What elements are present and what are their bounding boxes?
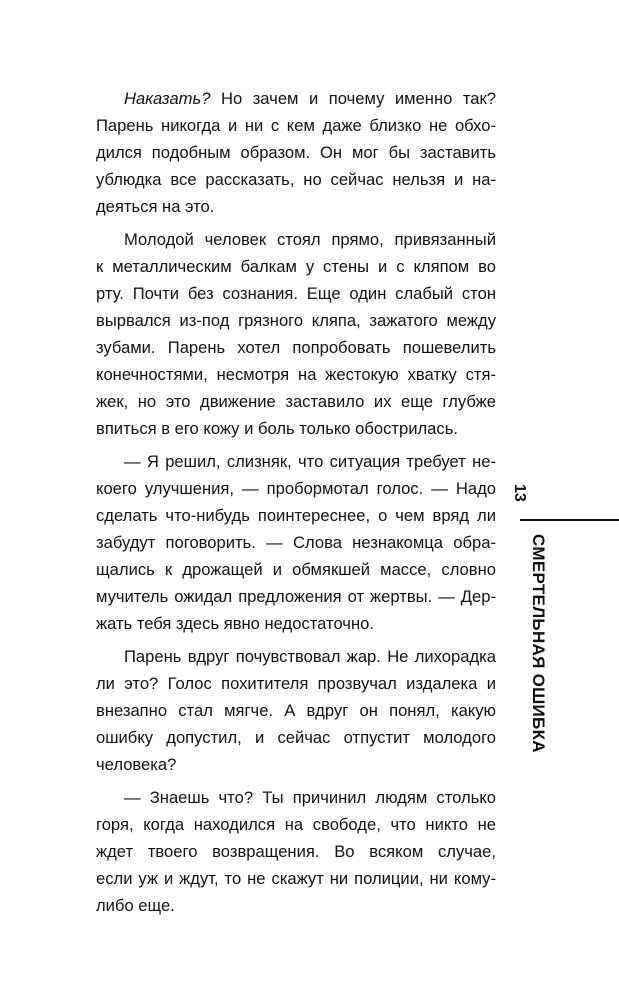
text-line bbox=[96, 388, 496, 415]
line-text: коего улучшения, — пробормотал голос. — Надо bbox=[96, 479, 496, 498]
line-text: деяться на это. bbox=[96, 197, 215, 216]
text-line bbox=[96, 139, 496, 166]
text-line bbox=[96, 751, 496, 778]
text-line bbox=[96, 556, 496, 583]
paragraph bbox=[96, 643, 496, 778]
text-line bbox=[96, 724, 496, 751]
text-line bbox=[96, 448, 496, 475]
line-text: если уж и ждут, то не скажут ни полиции, ни кому- bbox=[96, 869, 496, 888]
line-text: — Знаешь что? Ты причинил людям столько bbox=[124, 788, 496, 807]
text-line bbox=[96, 583, 496, 610]
text-line bbox=[96, 892, 496, 919]
line-text: сделать что-нибудь поинтереснее, о чем вряд ли bbox=[96, 506, 496, 525]
text-line bbox=[96, 697, 496, 724]
text-line bbox=[96, 334, 496, 361]
text-line bbox=[96, 811, 496, 838]
line-text: жать тебя здесь явно недостаточно. bbox=[96, 614, 374, 633]
text-line bbox=[96, 361, 496, 388]
line-text: впиться в его кожу и боль только обострилась. bbox=[96, 419, 458, 438]
line-text: внезапно стал мягче. А вдруг он понял, какую bbox=[96, 701, 496, 720]
text-line bbox=[96, 226, 496, 253]
line-text: ошибку допустил, и сейчас отпустит молодого bbox=[96, 728, 496, 747]
line-text: ждет твоего возвращения. Во всяком случае, bbox=[96, 842, 496, 861]
line-text: Парень никогда и ни с кем даже близко не обхо- bbox=[96, 116, 496, 135]
paragraph bbox=[96, 226, 496, 442]
line-text: рту. Почти без сознания. Еще один слабый стон bbox=[96, 284, 496, 303]
text-line bbox=[96, 475, 496, 502]
text-line bbox=[96, 610, 496, 637]
paragraph bbox=[96, 784, 496, 919]
line-text: дился подобным образом. Он мог бы заставить bbox=[96, 143, 496, 162]
text-line bbox=[96, 838, 496, 865]
line-text: забудут поговорить. — Слова незнакомца обра- bbox=[96, 533, 496, 552]
body-text bbox=[96, 85, 496, 919]
text-line bbox=[96, 784, 496, 811]
text-line bbox=[96, 643, 496, 670]
line-text: ли это? Голос похитителя прозвучал издалека и bbox=[96, 674, 496, 693]
line-text: Парень вдруг почувствовал жар. Не лихорадка bbox=[124, 647, 496, 666]
line-text: Молодой человек стоял прямо, привязанный bbox=[124, 230, 496, 249]
text-line bbox=[96, 85, 496, 112]
text-line bbox=[96, 166, 496, 193]
line-text: Но зачем и почему именно так? bbox=[210, 89, 496, 108]
line-text: ублюдка все рассказать, но сейчас нельзя и на- bbox=[96, 170, 496, 189]
text-line bbox=[96, 502, 496, 529]
line-text: либо еще. bbox=[96, 896, 175, 915]
sidebar-rule bbox=[520, 519, 619, 521]
paragraph bbox=[96, 448, 496, 637]
text-line bbox=[96, 415, 496, 442]
paragraph bbox=[96, 85, 496, 220]
text-line bbox=[96, 253, 496, 280]
line-text: горя, когда находился на свободе, что никто не bbox=[96, 815, 496, 834]
line-text: — Я решил, слизняк, что ситуация требует не- bbox=[124, 452, 496, 471]
text-line bbox=[96, 865, 496, 892]
text-line bbox=[96, 307, 496, 334]
text-line bbox=[96, 280, 496, 307]
text-line bbox=[96, 529, 496, 556]
text-line bbox=[96, 670, 496, 697]
page-number: 13 bbox=[511, 484, 528, 502]
line-text: вырвался из-под грязного кляпа, зажатого между bbox=[96, 311, 496, 330]
line-text: щались к дрожащей и обмякшей массе, словно bbox=[96, 560, 496, 579]
line-text: к металлическим балкам у стены и с кляпом во bbox=[96, 257, 496, 276]
text-line bbox=[96, 193, 496, 220]
italic-word: Наказать? bbox=[124, 89, 211, 108]
line-text: жек, но это движение заставило их еще глубже bbox=[96, 392, 496, 411]
running-title: СМЕРТЕЛЬНАЯ ОШИБКА bbox=[529, 534, 548, 753]
text-line bbox=[96, 112, 496, 139]
line-text: конечностями, несмотря на жестокую хватку стя- bbox=[96, 365, 496, 384]
line-text: человека? bbox=[96, 755, 177, 774]
line-text: зубами. Парень хотел попробовать пошевелить bbox=[96, 338, 496, 357]
line-text: мучитель ожидал предложения от жертвы. — Дер- bbox=[96, 587, 496, 606]
